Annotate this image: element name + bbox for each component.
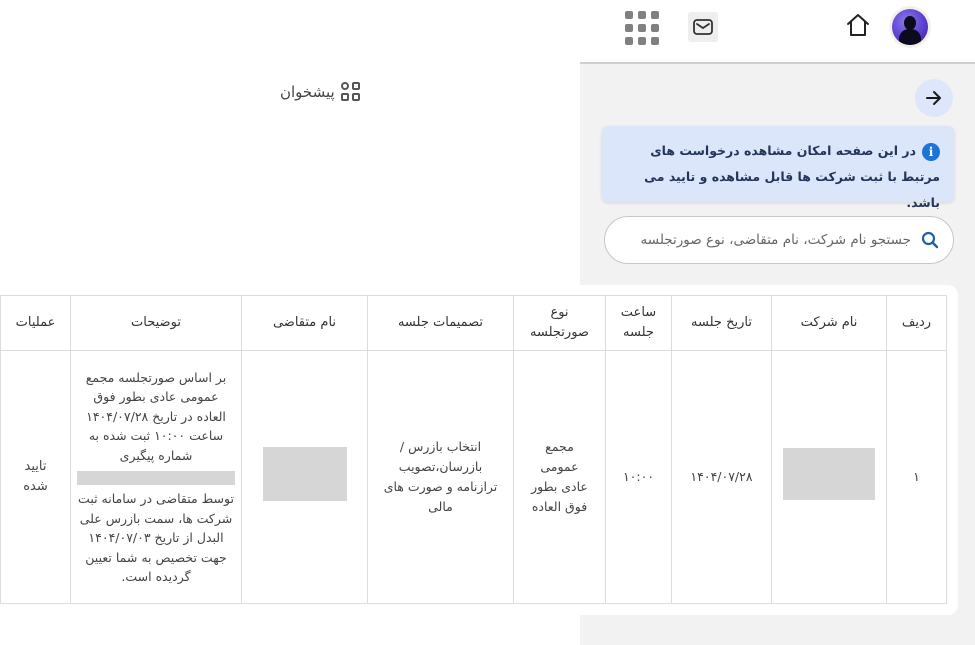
redacted-applicant-name — [263, 447, 347, 501]
status-approved: تایید شده — [23, 459, 48, 494]
redacted-company-name — [783, 448, 875, 500]
home-icon — [845, 12, 871, 38]
cell-decisions: انتخاب بازرس / بازرسان،تصویب ترازنامه و صورت های مالی — [368, 351, 514, 604]
dashboard-label: پیشخوان — [280, 82, 335, 101]
requests-table — [0, 295, 947, 604]
header-session-date: تاریخ جلسه — [672, 296, 772, 351]
requests-table-card — [0, 285, 958, 615]
description-part-1: بر اساس صورتجلسه مجمع عمومی عادی بطور فوق العاده در تاریخ ۱۴۰۴/۰۷/۲۸ ساعت ۱۰:۰۰ ثبت شده به شماره پیگیری — [85, 369, 227, 463]
cell-applicant-name — [242, 351, 368, 604]
cell-operations — [1, 351, 71, 604]
cell-description — [71, 351, 242, 604]
table-header-row — [1, 296, 947, 351]
mail-button[interactable] — [688, 12, 718, 42]
search-icon[interactable] — [921, 231, 939, 249]
header-row-number: ردیف — [887, 296, 947, 351]
cell-company-name — [772, 351, 887, 604]
header-company-name: نام شرکت — [772, 296, 887, 351]
table-row[interactable] — [1, 351, 947, 604]
cell-minutes-type: مجمع عمومی عادی بطور فوق العاده — [514, 351, 606, 604]
info-text: در این صفحه امکان مشاهده درخواست های مرتبط با ثبت شرکت ها قابل مشاهده و تایید می باشد. — [644, 143, 940, 210]
redacted-tracking-number — [77, 471, 235, 485]
description-part-2: توسط متقاضی در سامانه ثبت شرکت ها، سمت بازرس علی البدل از تاریخ ۱۴۰۴/۰۷/۰۳ جهت تخصیص به شما تعیین گردیده است. — [78, 491, 234, 584]
header-decisions: تصمیمات جلسه — [368, 296, 514, 351]
dashboard-icon — [341, 82, 360, 101]
info-notice — [602, 126, 954, 210]
cell-session-date: ۱۴۰۴/۰۷/۲۸ — [672, 351, 772, 604]
search-input[interactable] — [619, 232, 911, 248]
user-avatar-icon — [892, 9, 928, 45]
mail-icon — [693, 19, 713, 35]
back-button[interactable] — [915, 79, 953, 117]
apps-grid-icon[interactable] — [624, 10, 660, 46]
info-icon: i — [922, 143, 940, 161]
cell-session-time: ۱۰:۰۰ — [606, 351, 672, 604]
search-box[interactable] — [604, 216, 954, 264]
header-minutes-type: نوع صورتجلسه — [514, 296, 606, 351]
header-operations: عملیات — [1, 296, 71, 351]
cell-row-number: ۱ — [887, 351, 947, 604]
arrow-right-icon — [925, 90, 943, 106]
avatar[interactable] — [889, 6, 931, 48]
header-session-time: ساعت جلسه — [606, 296, 672, 351]
dashboard-link[interactable] — [280, 82, 360, 101]
home-button[interactable] — [842, 9, 874, 41]
header-applicant-name: نام متقاضی — [242, 296, 368, 351]
header-description: توضیحات — [71, 296, 242, 351]
